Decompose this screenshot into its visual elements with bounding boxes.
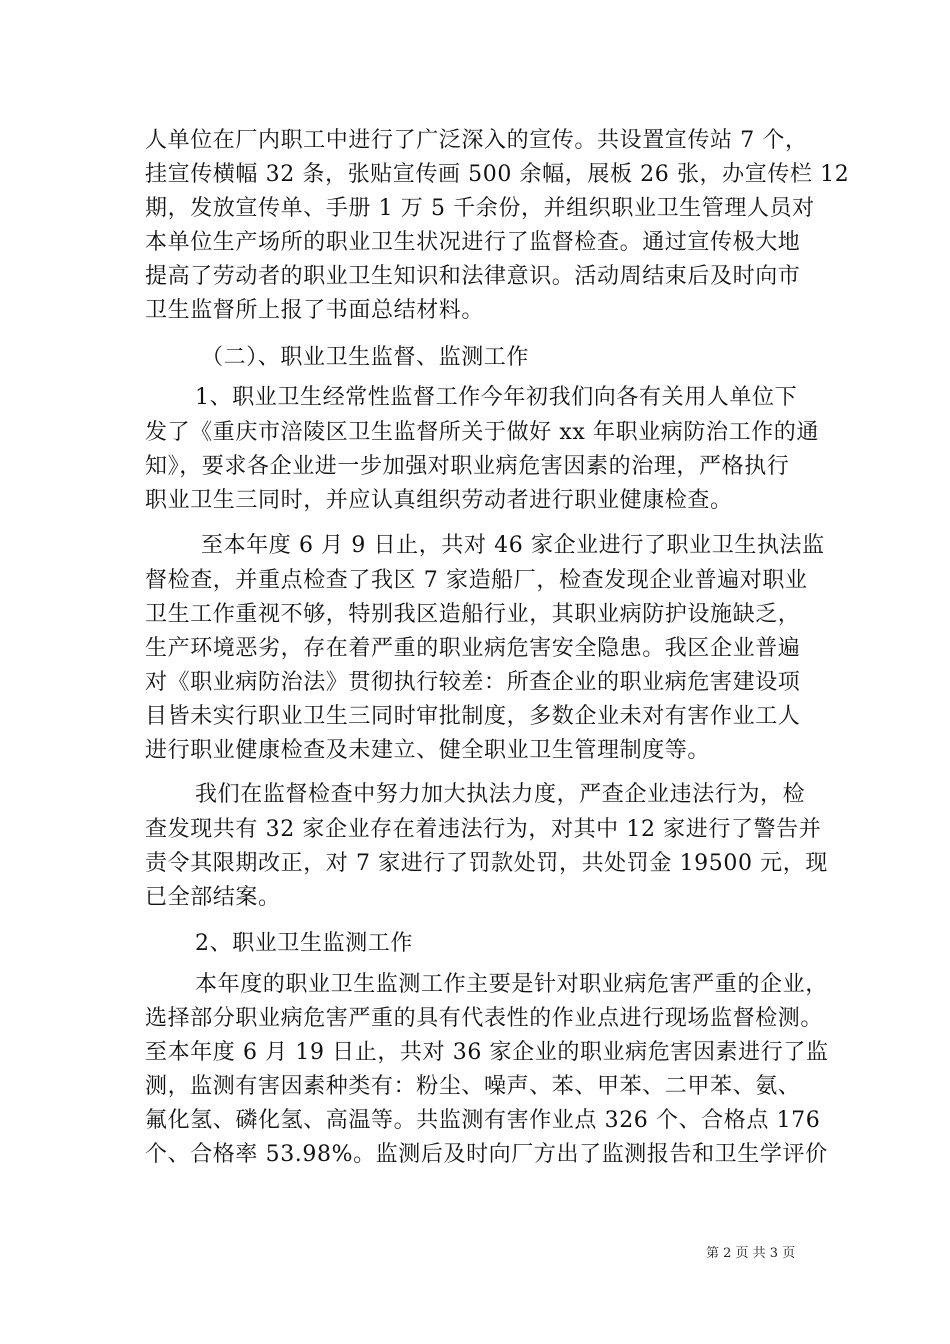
paragraph-start: 1、职业卫生经常性监督工作今年初我们向各有关用人单位下 bbox=[195, 385, 798, 410]
text-line: 对《职业病防治法》贯彻执行较差：所查企业的职业病危害建设项 bbox=[145, 670, 801, 695]
text-line: 目皆未实行职业卫生三同时审批制度，多数企业未对有害作业工人 bbox=[145, 704, 801, 729]
text-line: 生产环境恶劣，存在着严重的职业病危害安全隐患。我区企业普遍 bbox=[145, 636, 801, 661]
text-line: 责令其限期改正，对 7 家进行了罚款处罚，共处罚金 19500 元，现 bbox=[145, 851, 828, 876]
text-line: 挂宣传横幅 32 条，张贴宣传画 500 余幅，展板 26 张，办宣传栏 12 bbox=[145, 162, 850, 187]
text-line: 个、合格率 53.98%。监测后及时向厂方出了监测报告和卫生学评价 bbox=[145, 1142, 828, 1167]
text-line: 氟化氢、磷化氢、高温等。共监测有害作业点 326 个、合格点 176 bbox=[145, 1108, 821, 1133]
text-line: 人单位在厂内职工中进行了广泛深入的宣传。共设置宣传站 7 个， bbox=[145, 128, 808, 153]
section-heading: 2、职业卫生监测工作 bbox=[195, 931, 413, 956]
text-line: 本单位生产场所的职业卫生状况进行了监督检查。通过宣传极大地 bbox=[145, 230, 801, 255]
text-line: 卫生监督所上报了书面总结材料。 bbox=[145, 298, 485, 323]
text-line: 卫生工作重视不够，特别我区造船行业，其职业病防护设施缺乏， bbox=[145, 602, 801, 627]
paragraph-start: 本年度的职业卫生监测工作主要是针对职业病危害严重的企业， bbox=[195, 972, 828, 997]
text-line: 知》，要求各企业进一步加强对职业病危害因素的治理，严格执行 bbox=[145, 454, 790, 479]
text-line: 发了《重庆市涪陵区卫生监督所关于做好 xx 年职业病防治工作的通 bbox=[145, 420, 820, 445]
text-line: 进行职业健康检查及未建立、健全职业卫生管理制度等。 bbox=[145, 738, 711, 763]
text-line: 已全部结案。 bbox=[145, 885, 281, 910]
text-line: 至本年度 6 月 19 日止，共对 36 家企业的职业病危害因素进行了监 bbox=[145, 1040, 829, 1065]
paragraph-start: 我们在监督检查中努力加大执法力度，严查企业违法行为，检 bbox=[195, 782, 806, 807]
page-number: 第 2 页 共 3 页 bbox=[706, 1246, 796, 1261]
text-line: 选择部分职业病危害严重的具有代表性的作业点进行现场监督检测。 bbox=[145, 1006, 824, 1031]
text-line: 提高了劳动者的职业卫生知识和法律意识。活动周结束后及时向市 bbox=[145, 264, 801, 289]
text-line: 测，监测有害因素种类有：粉尘、噪声、苯、甲苯、二甲苯、氨、 bbox=[145, 1074, 801, 1099]
text-line: 期，发放宣传单、手册 1 万 5 千余份，并组织职业卫生管理人员对 bbox=[145, 196, 815, 221]
text-line: 督检查，并重点检查了我区 7 家造船厂，检查发现企业普遍对职业 bbox=[145, 568, 808, 593]
section-heading: （二）、职业卫生监督、监测工作 bbox=[201, 345, 530, 370]
text-line: 查发现共有 32 家企业存在着违法行为，对其中 12 家进行了警告并 bbox=[145, 817, 822, 842]
text-line: 职业卫生三同时，并应认真组织劳动者进行职业健康检查。 bbox=[145, 488, 733, 513]
paragraph-start: 至本年度 6 月 9 日止，共对 46 家企业进行了职业卫生执法监 bbox=[201, 533, 825, 558]
